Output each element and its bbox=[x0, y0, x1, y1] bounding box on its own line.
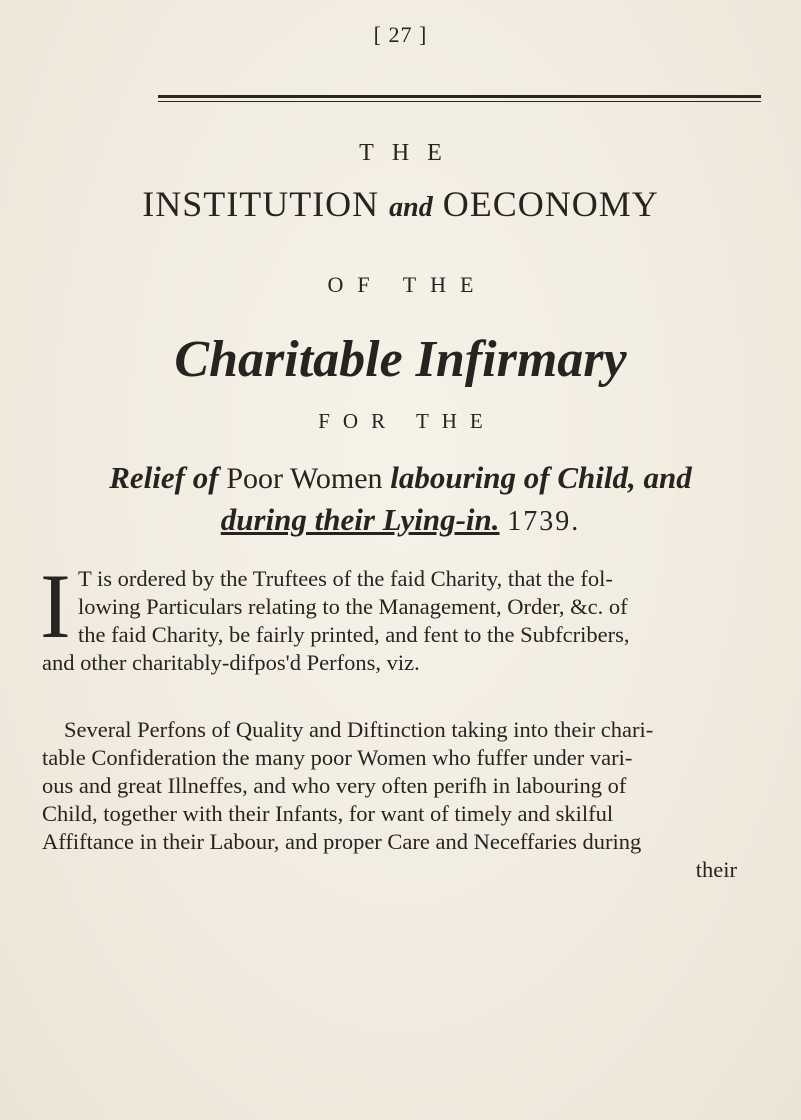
title-year: 1739. bbox=[507, 506, 581, 537]
title-lying-in: during their Lying-in. bbox=[220, 502, 500, 537]
paragraph-2-line-3: ous and great Illneffes, and who very often perifh in labouring of bbox=[42, 773, 627, 798]
paragraph-1-line-3: the faid Charity, be fairly printed, and fent to the Subfcribers, bbox=[78, 622, 630, 647]
catchword: their bbox=[695, 857, 737, 882]
title-relief-line bbox=[0, 460, 801, 496]
paragraph-1-line-4: and other charitably-difpos'd Perfons, viz. bbox=[42, 650, 420, 675]
paragraph-2-line-4: Child, together with their Infants, for want of timely and skilful bbox=[42, 801, 614, 826]
title-and: and bbox=[389, 192, 433, 223]
title-labouring: labouring of Child, and bbox=[390, 460, 692, 495]
paragraph-2-line-1: Several Perfons of Quality and Diftinction taking into their chari- bbox=[64, 717, 654, 742]
paragraph-2-line-2: table Confideration the many poor Women who fuffer under vari- bbox=[42, 745, 633, 770]
title-poor-women: Poor Women bbox=[226, 462, 383, 495]
title-institution-oeconomy bbox=[0, 183, 801, 225]
title-relief-of: Relief of bbox=[109, 460, 219, 495]
title-institution: INSTITUTION bbox=[142, 184, 380, 224]
double-rule-divider bbox=[158, 94, 761, 104]
paragraph-2-line-5: Affiftance in their Labour, and proper Care and Neceffaries during bbox=[42, 829, 642, 854]
title-for-the: FOR THE bbox=[318, 409, 496, 433]
title-lying-in-line bbox=[0, 502, 801, 538]
paragraph-1-line-2: lowing Particulars relating to the Management, Order, &c. of bbox=[78, 594, 628, 619]
title-the: THE bbox=[359, 140, 460, 166]
title-oeconomy: OECONOMY bbox=[442, 184, 659, 224]
paragraph-1-line-1: T is ordered by the Truftees of the faid Charity, that the fol- bbox=[78, 566, 613, 591]
title-of-the: OF THE bbox=[327, 272, 488, 297]
title-charitable-infirmary: Charitable Infirmary bbox=[174, 331, 627, 388]
drop-cap: I bbox=[40, 555, 71, 657]
page-number: [ 27 ] bbox=[373, 22, 428, 47]
